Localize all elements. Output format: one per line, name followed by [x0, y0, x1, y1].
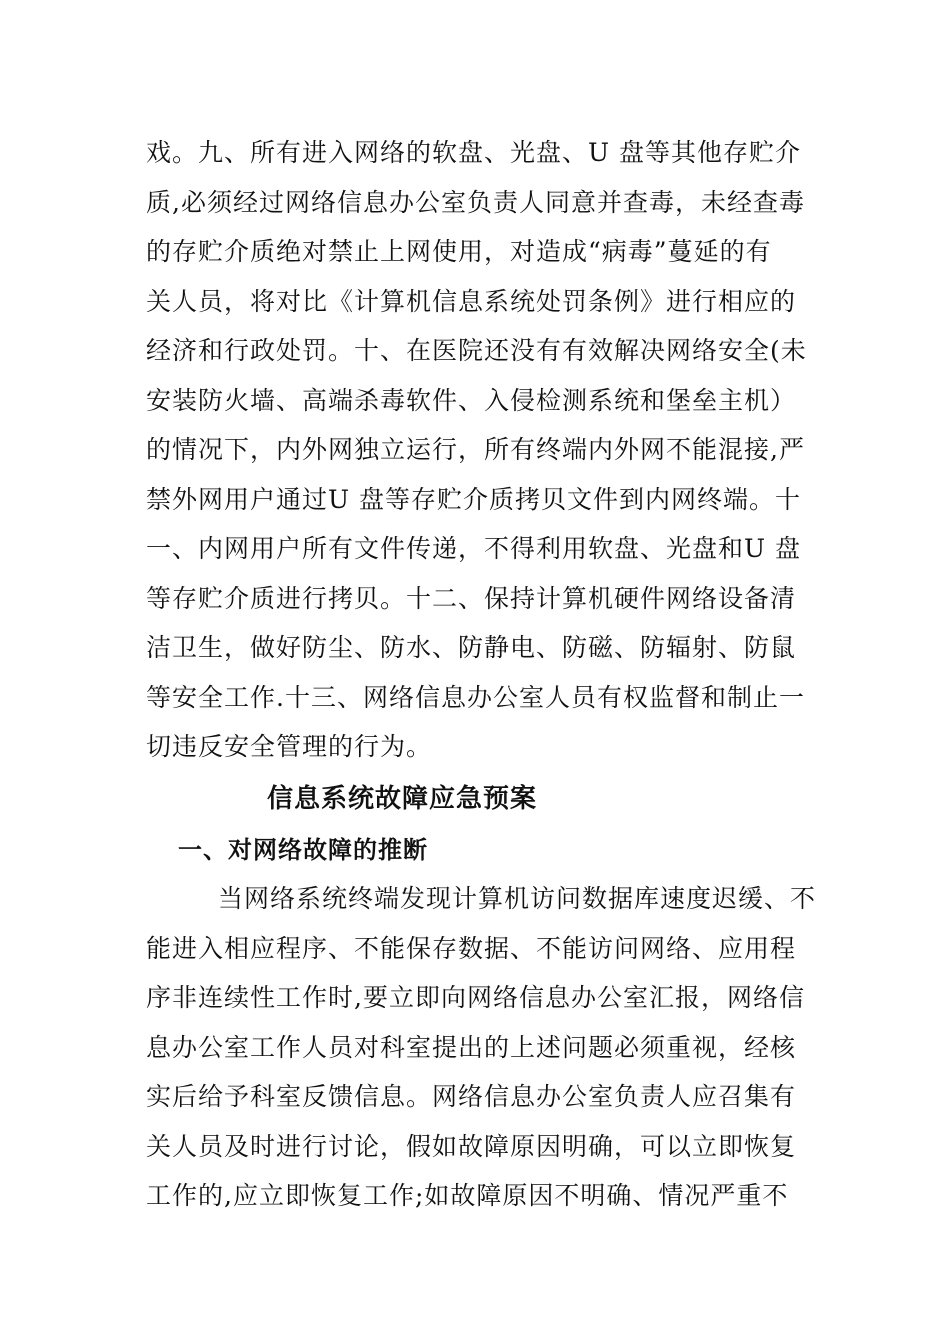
text-line: 的存贮介质绝对禁止上网使用，对造成“病毒”蔓延的有 — [146, 237, 772, 266]
text-line: 息办公室工作人员对科室提出的上述问题必须重视，经核 — [146, 1032, 797, 1062]
text-line: 安装防火墙、高端杀毒软件、入侵检测系统和堡垒主机） — [146, 385, 797, 415]
text-line: 当网络系统终端发现计算机访问数据库速度迟缓、不 — [218, 884, 817, 913]
subsection-title: 一、对网络故障的推断 — [178, 836, 428, 864]
text-line: 禁外网用户通过U 盘等存贮介质拷贝文件到内网终端。十 — [146, 484, 802, 514]
text-line: 关人员，将对比《计算机信息系统处罚条例》进行相应的 — [146, 286, 797, 316]
text-line: 质,必须经过网络信息办公室负责人同意并查毒，未经查毒 — [146, 187, 805, 217]
text-line: 切违反安全管理的行为。 — [146, 732, 433, 761]
text-line: 的情况下，内外网独立运行，所有终端内外网不能混接,严 — [146, 435, 805, 464]
paragraph-security-rules — [146, 128, 806, 772]
text-line: 等存贮介质进行拷贝。十二、保持计算机硬件网络设备清 — [146, 583, 797, 613]
text-line: 戏。九、所有进入网络的软盘、光盘、U 盘等其他存贮介 — [146, 138, 802, 167]
text-line: 一、内网用户所有文件传递，不得利用软盘、光盘和U 盘 — [146, 534, 802, 563]
text-line: 工作的,应立即恢复工作;如故障原因不明确、情况严重不 — [146, 1181, 789, 1210]
text-line: 洁卫生，做好防尘、防水、防静电、防磁、防辐射、防鼠 — [146, 633, 797, 662]
text-line: 等安全工作.十三、网络信息办公室人员有权监督和制止一 — [146, 682, 805, 712]
section-title: 信息系统故障应急预案 — [266, 784, 537, 814]
text-line: 能进入相应程序、不能保存数据、不能访问网络、应用程 — [146, 933, 797, 963]
paragraph-network-fault — [146, 874, 817, 1221]
text-line: 经济和行政处罚。十、在医院还没有有效解决网络安全(未 — [146, 336, 807, 365]
text-line: 实后给予科室反馈信息。网络信息办公室负责人应召集有 — [146, 1082, 797, 1111]
text-line: 序非连续性工作时,要立即向网络信息办公室汇报，网络信 — [146, 983, 805, 1012]
text-line: 关人员及时进行讨论，假如故障原因明确，可以立即恢复 — [146, 1131, 797, 1161]
